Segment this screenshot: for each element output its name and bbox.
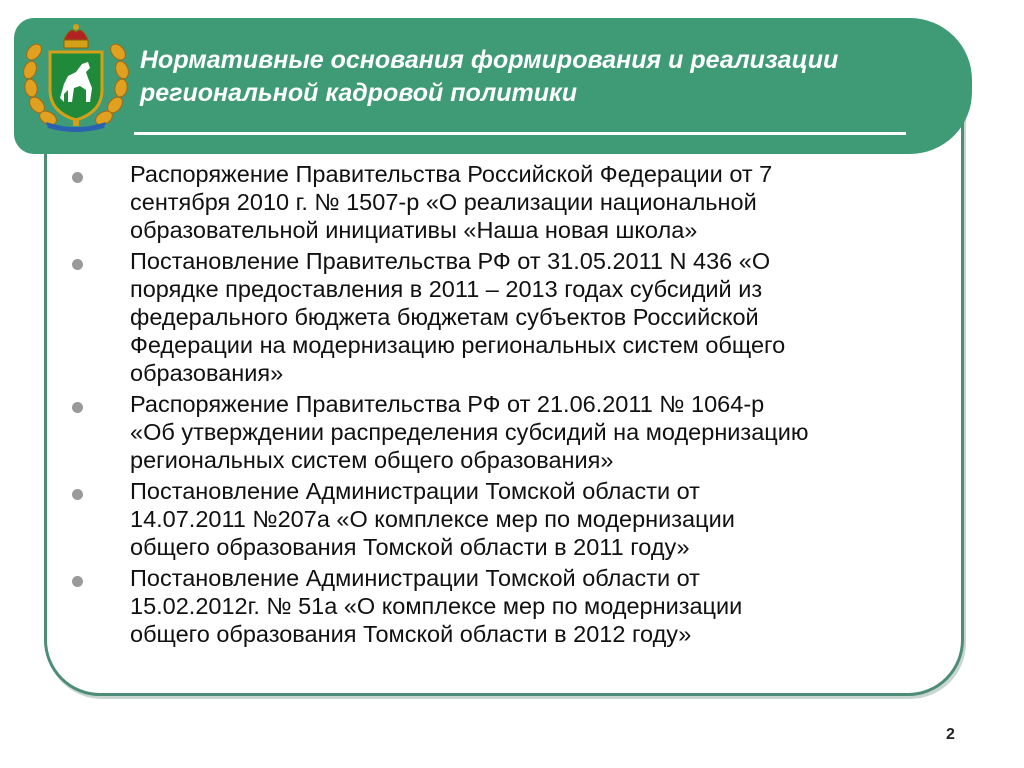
bullet-dot: [72, 172, 83, 183]
page-number: 2: [946, 726, 955, 743]
list-item-text: Распоряжение Правительства Российской Федерации от 7 сентября 2010 г. № 1507-р «О реализации национальной образовательной инициативы «Наша новая школа»: [130, 161, 773, 243]
list-item-text: Постановление Администрации Томской области от 14.07.2011 №207а «О комплексе мер по модернизации общего образования Томской области в 2011 году»: [130, 478, 735, 560]
list-item: [70, 390, 970, 474]
regulations-list: [70, 160, 970, 651]
list-item-text: Постановление Администрации Томской области от 15.02.2012г. № 51а «О комплексе мер по модернизации общего образования Томской области в 2012 году»: [130, 565, 743, 647]
list-item: [70, 477, 970, 561]
list-item-text: Постановление Правительства РФ от 31.05.2011 N 436 «О порядке предоставления в 2011 – 2013 годах субсидий из федерального бюджета бюджетам субъектов Российской Федерации на модернизацию региональных систем общего образования»: [130, 248, 786, 386]
header-underline: [134, 132, 906, 135]
page-title: Нормативные основания формирования и реализации региональной кадровой политики: [140, 46, 839, 107]
bullet-dot: [72, 489, 83, 500]
list-item: [70, 160, 970, 244]
bullet-dot: [72, 576, 83, 587]
bullet-dot: [72, 402, 83, 413]
list-item-text: Распоряжение Правительства РФ от 21.06.2011 № 1064-р «Об утверждении распределения субсидий на модернизацию региональных систем общего образования»: [130, 391, 809, 473]
list-item: [70, 247, 970, 387]
coat-of-arms-emblem: [20, 22, 132, 134]
list-item: [70, 564, 970, 648]
bullet-dot: [72, 259, 83, 270]
